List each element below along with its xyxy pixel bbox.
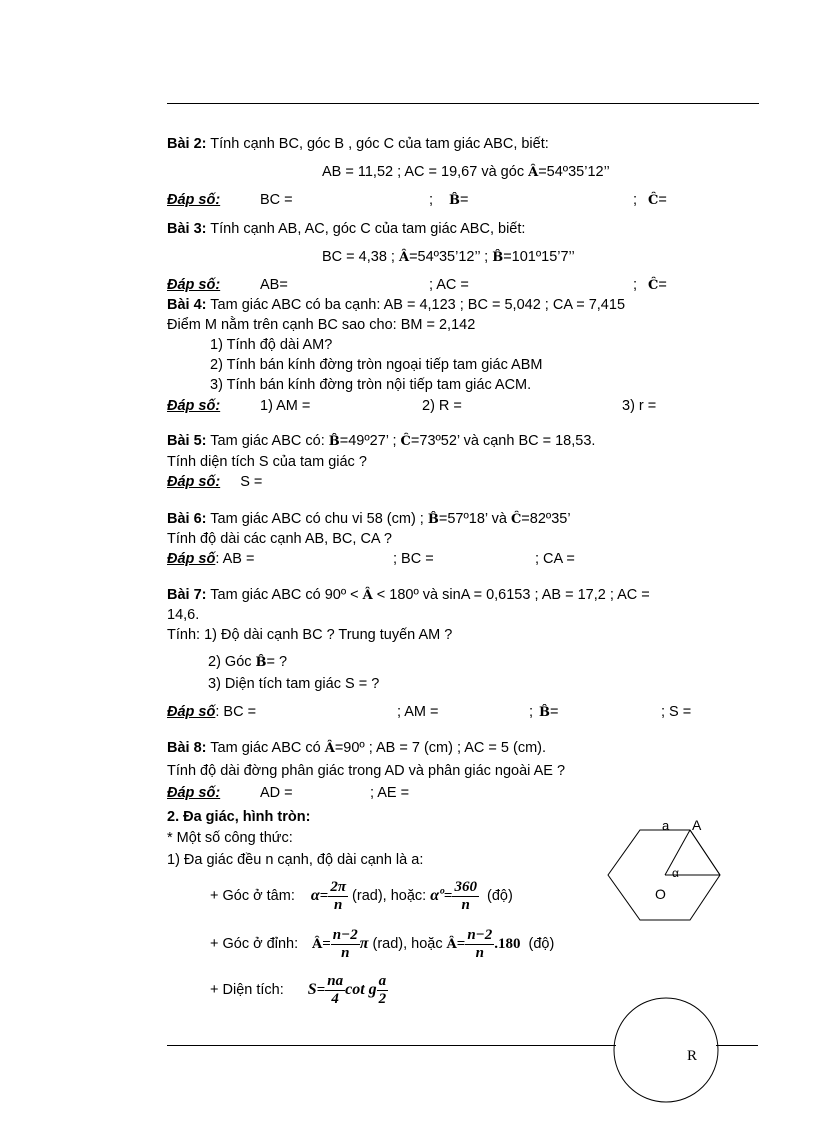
bai8-line2: Tính độ dài đờng phân giác trong AD và phân giác ngoài AE ?: [167, 763, 566, 779]
bai2-given: AB = 11,52 ; AC = 19,67 và góc Â=54º35’12’’: [322, 164, 610, 180]
bai7-item3: 3) Diện tích tam giác S = ?: [208, 676, 380, 692]
bai2-question: [167, 136, 549, 152]
figure-label-alpha: α: [672, 866, 679, 880]
bai8-question: Bài 8: Tam giác ABC có Â=90º ; AB = 7 (cm) ; AC = 5 (cm).: [167, 740, 547, 756]
bai4-item-1: 1) Tính độ dài AM?: [210, 337, 333, 353]
bai6-line2: Tính độ dài các cạnh AB, BC, CA ?: [167, 531, 392, 547]
bai6-question: Bài 6: Tam giác ABC có chu vi 58 (cm) ; B̂=57º18’ và Ĉ=82º35’: [167, 511, 571, 527]
bai2-answer: Đáp số: BC = ; B̂= ; Ĉ=: [167, 192, 667, 208]
angle-c-symbol: Ĉ: [648, 193, 659, 208]
vertex-angle-formula: + Góc ở đỉnh: Â= $\frac{n-2}{n}$ π (rad), hoặc Â= $\frac{n-2}{n}$ .180 (độ): [210, 926, 555, 961]
footer-circle: [612, 996, 720, 1104]
bai6-answer: Đáp số: AB = ; BC = ; CA =: [167, 551, 575, 567]
bai3-question: Bài 3: Tính cạnh AB, AC, góc C của tam giác ABC, biết:: [167, 221, 526, 237]
footer-rule-left: [167, 1045, 616, 1046]
bai7-line2: Tính: 1) Độ dài cạnh BC ? Trung tuyến AM ?: [167, 627, 453, 643]
bai3-answer: Đáp số: AB= ; AC = ; Ĉ=: [167, 277, 667, 293]
bai4-item-3: 3) Tính bán kính đờng tròn nội tiếp tam giác ACM.: [210, 377, 532, 393]
bai5-answer: Đáp số: S =: [167, 474, 263, 490]
section2-heading: 2. Đa giác, hình tròn:: [167, 809, 311, 825]
bai5-question: Bài 5: Tam giác ABC có: B̂=49º27’ ; Ĉ=73º52’ và cạnh BC = 18,53.: [167, 433, 596, 449]
bai4-answer: Đáp số: 1) AM = 2) R = 3) r =: [167, 398, 657, 414]
bai3-given: BC = 4,38 ; Â=54º35’12’’ ; B̂=101º15’7’’: [322, 249, 575, 265]
angle-a-symbol: Â: [528, 165, 539, 180]
two-pi-over-n: $\frac{2\pi}{n}$: [330, 878, 347, 913]
header-rule: [167, 103, 759, 104]
bai4-question: Bài 4: Tam giác ABC có ba cạnh: AB = 4,123 ; BC = 5,042 ; CA = 7,415: [167, 297, 626, 313]
area-formula: + Diện tích: S= $\frac{na}{4}$ cot g $\frac{a}{2}$: [210, 972, 387, 1007]
bai4-item-2: 2) Tính bán kính đờng tròn ngoại tiếp tam giác ABM: [210, 357, 543, 373]
bai7-cont: 14,6.: [167, 607, 200, 623]
bai7-item2: 2) Góc B̂= ?: [208, 654, 288, 670]
bai7-question: Bài 7: Tam giác ABC có 90º < Â < 180º và sinA = 0,6153 ; AB = 17,2 ; AC =: [167, 587, 650, 603]
figure-label-O: O: [655, 886, 666, 902]
radius-line-2: [690, 830, 720, 875]
bai2-text: Tính cạnh BC, góc B , góc C của tam giác ABC, biết:: [210, 136, 549, 152]
bai5-line2: Tính diện tích S của tam giác ?: [167, 454, 367, 470]
section2-sub: * Một số công thức:: [167, 830, 293, 846]
center-angle-formula: + Góc ở tâm: α= $\frac{2\pi}{n}$ (rad), hoặc: αº= $\frac{360}{n}$ (độ): [210, 878, 513, 913]
bai4-line2: Điểm M nằm trên cạnh BC sao cho: BM = 2,142: [167, 317, 476, 333]
360-over-n: $\frac{360}{n}$: [454, 878, 477, 913]
figure-label-A: A: [692, 817, 702, 833]
section2-item1: 1) Đa giác đều n cạnh, độ dài cạnh là a:: [167, 852, 424, 868]
angle-b-symbol: B̂: [449, 193, 460, 208]
bai2-answer-label: Đáp số:: [167, 192, 221, 208]
bai7-answer: Đáp số: BC = ; AM = ; B̂= ; S =: [167, 704, 692, 720]
figure-label-a: a: [662, 818, 670, 833]
footer-label-R: R: [687, 1048, 698, 1064]
bai8-answer: Đáp số: AD = ; AE =: [167, 785, 410, 801]
bai2-label: Bài 2:: [167, 136, 207, 152]
footer-rule-right: [716, 1045, 758, 1046]
